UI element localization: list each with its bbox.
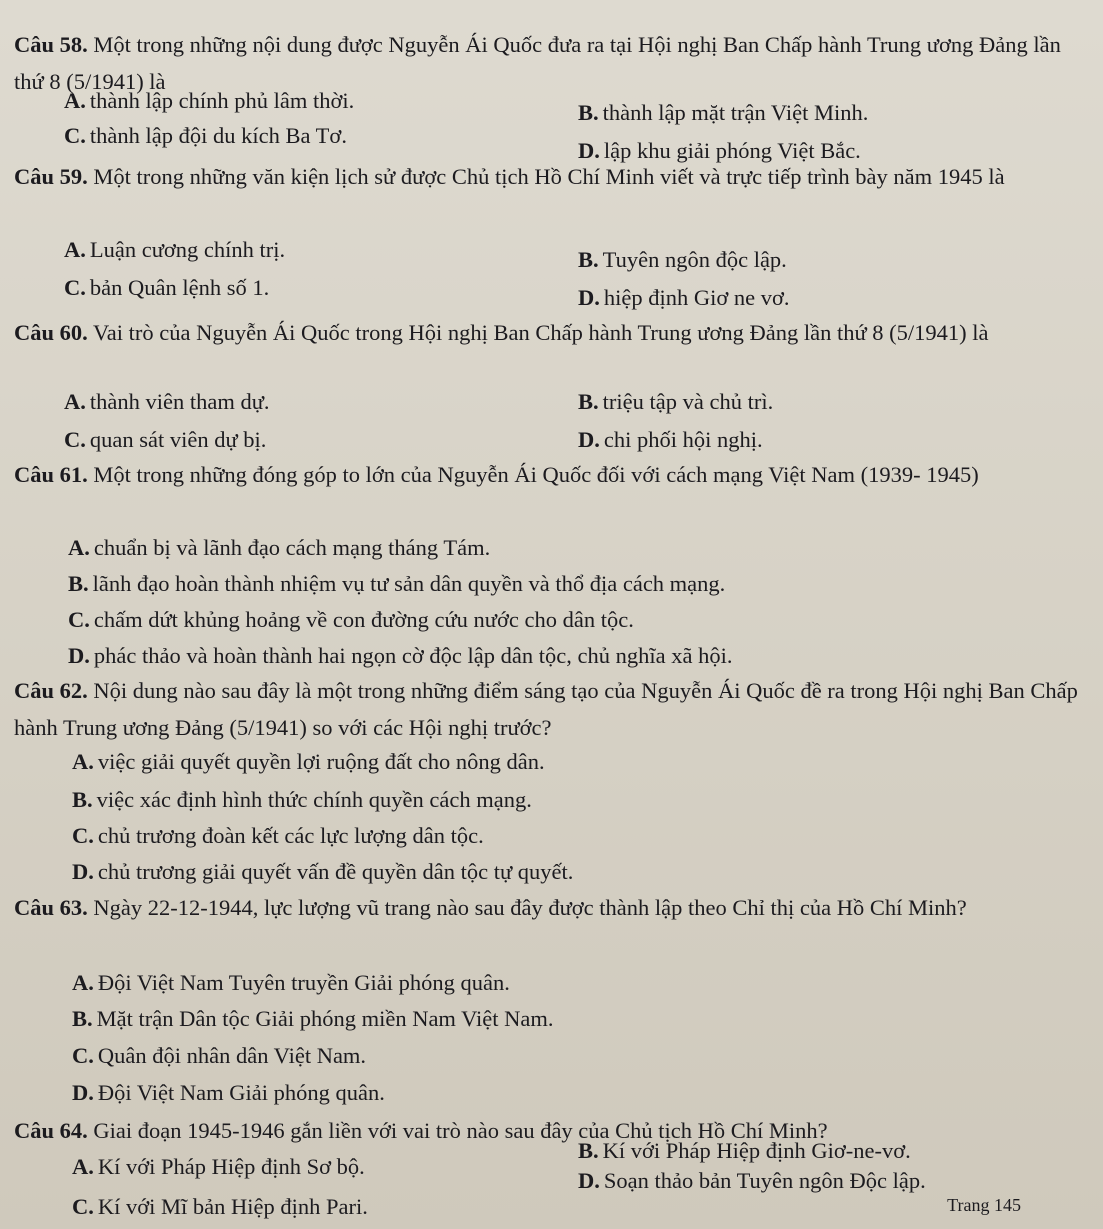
option-text: quan sát viên dự bị. [89, 427, 267, 452]
option-text: bản Quân lệnh số 1. [89, 275, 270, 300]
option-59-b [578, 245, 787, 275]
option-letter: C. [64, 123, 86, 148]
option-text: thành lập đội du kích Ba Tơ. [89, 123, 347, 148]
option-text: thành viên tham dự. [89, 389, 270, 414]
option-letter: D. [578, 138, 600, 163]
option-58-c [64, 121, 347, 151]
option-letter: B. [578, 389, 599, 414]
option-59-a [64, 235, 285, 265]
option-63-a [72, 968, 510, 998]
option-text: Đội Việt Nam Giải phóng quân. [97, 1080, 385, 1105]
option-62-d [72, 857, 573, 887]
option-62-a [72, 747, 545, 777]
option-text: Luận cương chính trị. [89, 237, 286, 262]
option-text: Quân đội nhân dân Việt Nam. [97, 1043, 367, 1068]
option-63-b [72, 1004, 554, 1034]
question-number: Câu 64. [14, 1118, 88, 1143]
question-text: Vai trò của Nguyễn Ái Quốc trong Hội nghị Ban Chấp hành Trung ương Đảng lần thứ 8 (5/1941) là [92, 320, 989, 345]
question-number: Câu 62. [14, 678, 88, 703]
option-64-d [578, 1166, 926, 1196]
option-60-c [64, 425, 266, 455]
option-letter: D. [578, 285, 600, 310]
option-text: chủ trương giải quyết vấn đề quyền dân tộc tự quyết. [97, 859, 574, 884]
option-letter: B. [68, 571, 89, 596]
option-text: phác thảo và hoàn thành hai ngọn cờ độc lập dân tộc, chủ nghĩa xã hội. [93, 643, 733, 668]
question-text: Một trong những văn kiện lịch sử được Chủ tịch Hồ Chí Minh viết và trực tiếp trình bày năm 1945 là [93, 164, 1005, 189]
option-text: lập khu giải phóng Việt Bắc. [603, 138, 861, 163]
option-58-b [578, 98, 868, 128]
question-number: Câu 61. [14, 462, 88, 487]
option-59-c [64, 273, 269, 303]
option-text: thành lập chính phủ lâm thời. [89, 88, 355, 113]
question-number: Câu 60. [14, 320, 88, 345]
option-letter: D. [72, 859, 94, 884]
option-61-b [68, 569, 725, 599]
option-text: chuẩn bị và lãnh đạo cách mạng tháng Tám. [93, 535, 491, 560]
option-text: Đội Việt Nam Tuyên truyền Giải phóng quân. [97, 970, 510, 995]
question-59-stem [14, 158, 1094, 195]
option-letter: C. [64, 275, 86, 300]
option-text: chủ trương đoàn kết các lực lượng dân tộc. [97, 823, 484, 848]
option-61-c [68, 605, 634, 635]
question-63-stem [14, 889, 1094, 926]
option-text: Soạn thảo bản Tuyên ngôn Độc lập. [603, 1168, 926, 1193]
option-text: việc xác định hình thức chính quyền cách mạng. [96, 787, 532, 812]
question-60-stem [14, 314, 1094, 351]
question-64-stem [14, 1112, 1094, 1149]
option-60-b [578, 387, 773, 417]
option-letter: D. [578, 1168, 600, 1193]
option-letter: A. [72, 1154, 94, 1179]
option-text: việc giải quyết quyền lợi ruộng đất cho nông dân. [97, 749, 545, 774]
question-text: Nội dung nào sau đây là một trong những điểm sáng tạo của Nguyễn Ái Quốc đề ra trong Hội nghị Ban Chấp hành Trung ương Đảng (5/1941) so với các Hội nghị trước? [14, 678, 1078, 740]
option-letter: B. [72, 1006, 93, 1031]
option-64-b [578, 1136, 911, 1166]
option-letter: C. [68, 607, 90, 632]
option-64-c [72, 1192, 368, 1222]
option-letter: C. [64, 427, 86, 452]
option-64-a [72, 1152, 365, 1182]
option-62-b [72, 785, 532, 815]
option-text: Mặt trận Dân tộc Giải phóng miền Nam Việt Nam. [96, 1006, 554, 1031]
question-text: Một trong những nội dung được Nguyễn Ái Quốc đưa ra tại Hội nghị Ban Chấp hành Trung ương Đảng lần thứ 8 (5/1941) là [14, 32, 1061, 94]
option-60-a [64, 387, 270, 417]
option-text: triệu tập và chủ trì. [602, 389, 774, 414]
option-62-c [72, 821, 484, 851]
option-letter: A. [72, 749, 94, 774]
option-letter: C. [72, 1194, 94, 1219]
option-letter: B. [578, 1138, 599, 1163]
option-59-d [578, 283, 790, 313]
question-number: Câu 58. [14, 32, 88, 57]
option-60-d [578, 425, 763, 455]
question-text: Ngày 22-12-1944, lực lượng vũ trang nào sau đây được thành lập theo Chỉ thị của Hồ Chí Minh? [93, 895, 967, 920]
option-text: Kí với Pháp Hiệp định Giơ-ne-vơ. [602, 1138, 911, 1163]
page-number: Trang 145 [947, 1195, 1021, 1215]
option-text: lãnh đạo hoàn thành nhiệm vụ tư sản dân quyền và thổ địa cách mạng. [92, 571, 726, 596]
option-text: chi phối hội nghị. [603, 427, 763, 452]
option-text: thành lập mặt trận Việt Minh. [602, 100, 869, 125]
option-letter: A. [64, 88, 86, 113]
option-text: hiệp định Giơ ne vơ. [603, 285, 790, 310]
option-letter: A. [64, 389, 86, 414]
option-letter: A. [68, 535, 90, 560]
option-text: Kí với Pháp Hiệp định Sơ bộ. [97, 1154, 365, 1179]
option-letter: D. [578, 427, 600, 452]
option-61-a [68, 533, 490, 563]
question-number: Câu 59. [14, 164, 88, 189]
question-61-stem [14, 456, 1094, 493]
option-63-d [72, 1078, 385, 1108]
option-text: chấm dứt khủng hoảng về con đường cứu nước cho dân tộc. [93, 607, 634, 632]
option-letter: C. [72, 823, 94, 848]
option-letter: A. [72, 970, 94, 995]
option-letter: D. [72, 1080, 94, 1105]
option-58-a [64, 86, 354, 116]
option-letter: B. [578, 247, 599, 272]
question-number: Câu 63. [14, 895, 88, 920]
option-letter: D. [68, 643, 90, 668]
option-letter: B. [72, 787, 93, 812]
option-61-d [68, 641, 732, 671]
question-text: Một trong những đóng góp to lớn của Nguyễn Ái Quốc đối với cách mạng Việt Nam (1939- 1945) [93, 462, 979, 487]
option-63-c [72, 1041, 366, 1071]
option-text: Tuyên ngôn độc lập. [602, 247, 787, 272]
option-text: Kí với Mĩ bản Hiệp định Pari. [97, 1194, 368, 1219]
option-letter: B. [578, 100, 599, 125]
question-62-stem [14, 672, 1094, 746]
question-text: Giai đoạn 1945-1946 gắn liền với vai trò nào sau đây của Chủ tịch Hồ Chí Minh? [93, 1118, 828, 1143]
option-letter: A. [64, 237, 86, 262]
option-letter: C. [72, 1043, 94, 1068]
